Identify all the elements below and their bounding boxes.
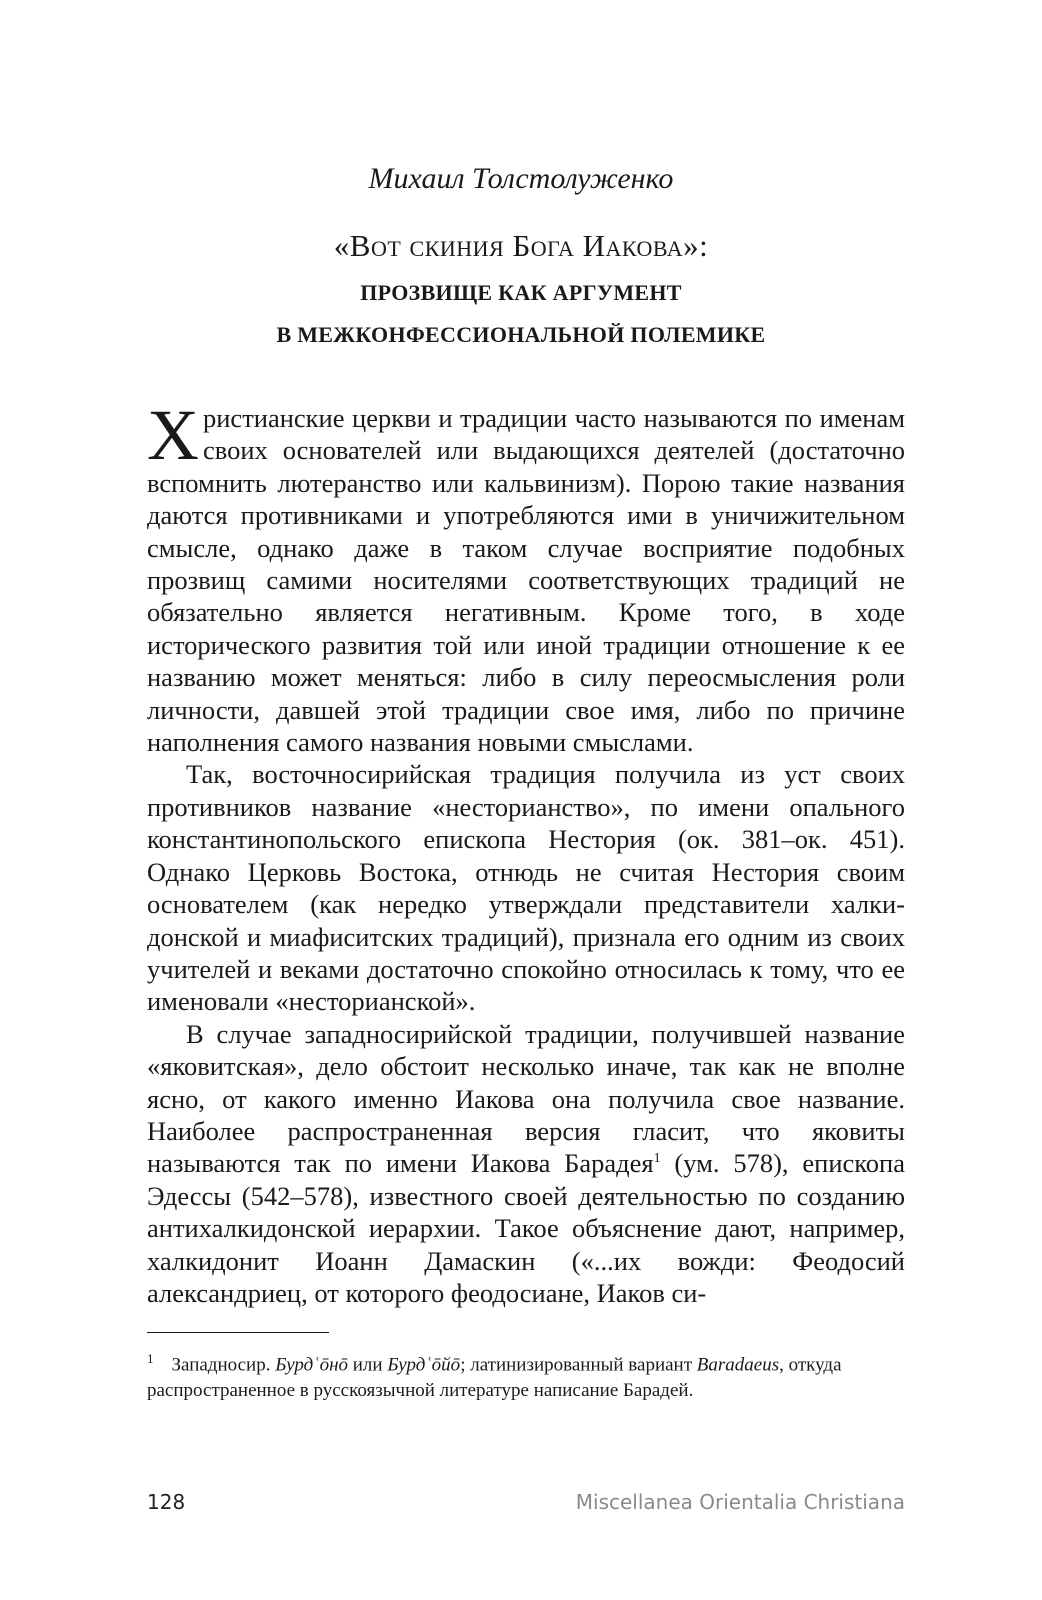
footnote-text-b: или	[348, 1354, 388, 1376]
article-body	[147, 395, 905, 1309]
page-number: 128	[147, 1490, 186, 1514]
paragraph-3-text-a: В случае западносирийской традиции, получившей название «яковитская», дело обстоит несколько иначе, так как не вполне ясно, от какого именно Иакова она получила свое название. Наиболее распространенная версия гласит, что яковиты называются так по имени Иакова Барадея	[147, 1018, 905, 1179]
footnote-text-d: , откуда распространенное в русскоязычной литературе написание Барадей.	[147, 1354, 842, 1402]
article-author: Михаил Толстолуженко	[368, 162, 674, 195]
journal-name: Miscellanea Orientalia Christiana	[575, 1490, 905, 1514]
article-title-line-1: «Вот скиния Бога Иакова»:	[333, 228, 709, 263]
paragraph-2: Так, восточносирийская традиция получила из уст своих противников название «несторианство», по имени опального константинопольского епископа Нестория (ок. 381–ок. 451). Однако Церковь Востока, отнюдь не считая Нестория своим основателем (как нередко утверждали представители халкидонской и миафиситских традиций), признала его одним из своих учителей и веками достаточно спокойно относилась к тому, что ее именовали «несторианской».	[147, 759, 905, 1017]
paragraph-1-text: ристианские церкви и традиции часто называются по именам своих основателей или выдающихся деятелей (достаточно вспомнить лютеранство или кальвинизм). Порою такие названия даются противниками и употребляются ими в уничижительном смысле, однако даже в таком случае восприятие подобных прозвищ самими носителями соответствующих традиций не обязательно является негативным. Кроме того, в ходе исторического развития той или иной традиции отношение к ее названию может меняться: либо в силу переосмысления роли личности, давшей этой традиции свое имя, либо по причине наполнения самого названия новыми смыслами.	[147, 403, 905, 758]
drop-cap: Х	[147, 395, 199, 475]
article-title-line-2: ПРОЗВИЩЕ КАК АРГУМЕНТ	[360, 280, 682, 305]
paragraph-1	[147, 395, 905, 758]
footnote-number: 1	[147, 1351, 154, 1366]
footnote-text-c: ; латинизированный вариант	[460, 1354, 697, 1376]
footnote	[147, 1346, 907, 1404]
paragraph-3	[147, 1018, 905, 1310]
paragraph-3-text-b: (ум. 578), епископа Эдессы (542–578), известного своей деятельностью по созданию антихалкидонской иерархии. Такое объяснение дают, например, халкидонит Иоанн Дамаскин («...их вожди: Феодосий александриец, от которого феодосиане, Иаков си-	[147, 1148, 905, 1308]
footnote-term-3: Baradaeus	[696, 1354, 780, 1376]
footnote-reference[interactable]: 1	[653, 1151, 661, 1167]
footnote-term-2: Бурдʿōйō	[387, 1354, 461, 1376]
footnote-divider	[147, 1332, 329, 1333]
article-title-line-3: В МЕЖКОНФЕССИОНАЛЬНОЙ ПОЛЕМИКЕ	[276, 322, 766, 347]
footnote-text-a: Западносир.	[171, 1354, 276, 1376]
footnote-term-1: Бурдʿōнō	[275, 1354, 348, 1376]
